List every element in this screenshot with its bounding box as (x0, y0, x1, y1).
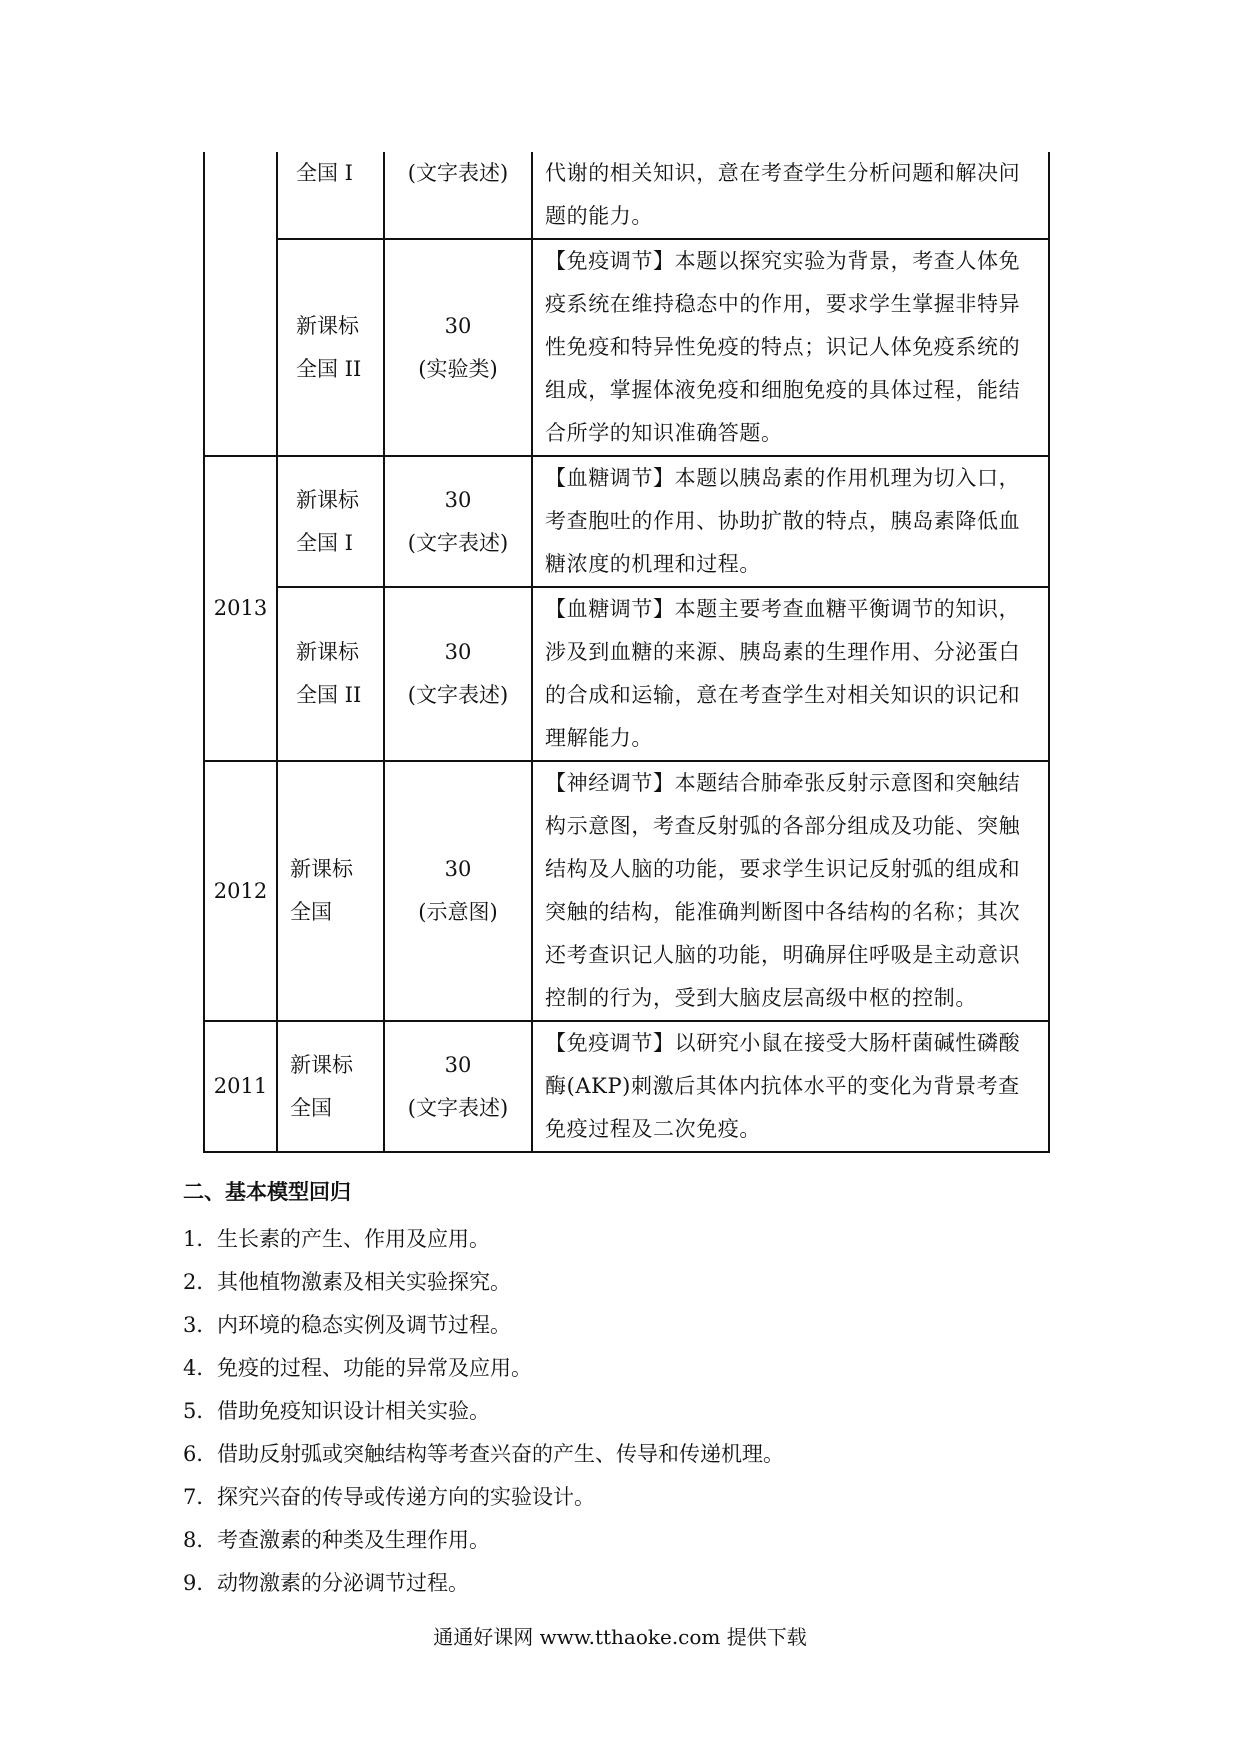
paper-cell: 新课标 全国 II (277, 587, 384, 761)
score-cell: (文字表述) (384, 152, 532, 239)
list-item: 6．借助反射弧或突触结构等考查兴奋的产生、传导和传递机理。 (183, 1442, 784, 1466)
score-cell: 30 (文字表述) (384, 587, 532, 761)
section-title: 二、基本模型回归 (183, 1180, 351, 1204)
paper-cell: 新课标 全国 II (277, 239, 384, 456)
paper-cell: 新课标 全国 I (277, 456, 384, 587)
list-item: 9．动物激素的分泌调节过程。 (183, 1571, 469, 1595)
table-row (204, 152, 1049, 239)
score-cell: 30 (文字表述) (384, 456, 532, 587)
model-list (183, 1218, 784, 1605)
list-item: 1．生长素的产生、作用及应用。 (183, 1227, 490, 1251)
score-cell: 30 (示意图) (384, 761, 532, 1021)
paper-cell: 新课标 全国 (277, 1021, 384, 1152)
description-cell: 【免疫调节】以研究小鼠在接受大肠杆菌碱性磷酸 酶(AKP)刺激后其体内抗体水平的变化为背景考查 免疫过程及二次免疫。 (532, 1021, 1049, 1152)
table-row (204, 761, 1049, 1021)
list-item: 7．探究兴奋的传导或传递方向的实验设计。 (183, 1485, 595, 1509)
list-item: 3．内环境的稳态实例及调节过程。 (183, 1313, 511, 1337)
paper-cell: 新课标 全国 (277, 761, 384, 1021)
exam-analysis-table (203, 152, 1050, 1153)
description-cell: 【血糖调节】本题以胰岛素的作用机理为切入口， 考查胞吐的作用、协助扩散的特点，胰岛素降低血 糖浓度的机理和过程。 (532, 456, 1049, 587)
score-cell: 30 (文字表述) (384, 1021, 532, 1152)
year-cell: 2013 (204, 456, 277, 761)
year-cell: 2012 (204, 761, 277, 1021)
description-cell: 【神经调节】本题结合肺牵张反射示意图和突触结 构示意图，考查反射弧的各部分组成及功能、突触 结构及人脑的功能，要求学生识记反射弧的组成和 突触的结构，能准确判断图中各结构的名称；其次 还考查识记人脑的功能，明确屏住呼吸是主动意识 控制的行为，受到大脑皮层高级中枢的控制。 (532, 761, 1049, 1021)
year-cell: 2011 (204, 1021, 277, 1152)
description-cell: 代谢的相关知识，意在考查学生分析问题和解决问 题的能力。 (532, 152, 1049, 239)
list-item: 2．其他植物激素及相关实验探究。 (183, 1270, 511, 1294)
list-item: 4．免疫的过程、功能的异常及应用。 (183, 1356, 532, 1380)
table-row (204, 1021, 1049, 1152)
paper-cell: 全国 I (277, 152, 384, 239)
list-item: 8．考查激素的种类及生理作用。 (183, 1528, 490, 1552)
table-row (204, 239, 1049, 456)
description-cell: 【免疫调节】本题以探究实验为背景，考查人体免 疫系统在维持稳态中的作用，要求学生掌握非特异 性免疫和特异性免疫的特点；识记人体免疫系统的 组成，掌握体液免疫和细胞免疫的具体过程，能结 合所学的知识准确答题。 (532, 239, 1049, 456)
table-row (204, 587, 1049, 761)
footer-credit: 通通好课网 www.tthaoke.com 提供下载 (433, 1625, 807, 1649)
table-row (204, 456, 1049, 587)
year-cell (204, 152, 277, 456)
score-cell: 30 (实验类) (384, 239, 532, 456)
list-item: 5．借助免疫知识设计相关实验。 (183, 1399, 490, 1423)
description-cell: 【血糖调节】本题主要考查血糖平衡调节的知识， 涉及到血糖的来源、胰岛素的生理作用、分泌蛋白 的合成和运输，意在考查学生对相关知识的识记和 理解能力。 (532, 587, 1049, 761)
